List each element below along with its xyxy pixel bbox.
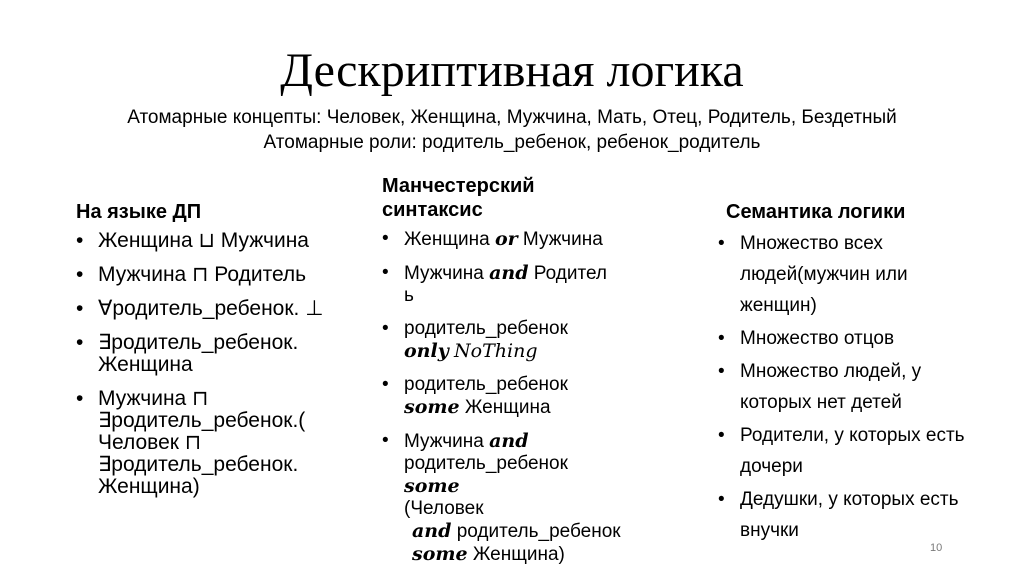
- item-text: Мужчина: [517, 229, 603, 250]
- list-item: • ∀родитель_ребенок. ⊥: [76, 298, 358, 320]
- list-item: [382, 374, 682, 419]
- list-item: • Женщина ⊔ Мужчина: [76, 230, 376, 252]
- item-text: родитель_ребенок: [404, 318, 568, 339]
- item-text: Женщина: [404, 229, 495, 250]
- semantics-list: [718, 228, 988, 546]
- item-text: Родител: [528, 263, 608, 284]
- manchester-syntax-column: [382, 174, 682, 577]
- dl-notation-list: [76, 230, 376, 498]
- list-item: • Мужчина ⊓ ∃родитель_ребенок.( Человек ⊓ ∃родитель_ребенок. Женщина): [76, 388, 358, 498]
- keyword-only: only: [404, 340, 449, 362]
- keyword-or: or: [494, 228, 518, 250]
- item-text: родитель_ребенок: [404, 374, 568, 395]
- atomic-concepts-line: Атомарные концепты: Человек, Женщина, Мужчина, Мать, Отец, Родитель, Бездетный: [127, 107, 897, 128]
- list-item: • Родители, у которых есть дочери: [718, 420, 988, 482]
- item-text: родитель_ребенок: [404, 453, 568, 474]
- keyword-and: and: [489, 262, 529, 284]
- keyword-and: and: [412, 520, 452, 542]
- manchester-list: [382, 228, 682, 566]
- list-item: [382, 318, 682, 363]
- item-text: Мужчина: [404, 431, 490, 452]
- list-item: [382, 430, 682, 566]
- manchester-heading-line2: синтаксис: [382, 199, 483, 221]
- item-text: родитель_ребенок: [451, 521, 621, 542]
- manchester-heading: [382, 174, 682, 222]
- dl-notation-column: [76, 200, 376, 510]
- item-text: Женщина: [459, 397, 551, 418]
- item-text: ь: [404, 285, 414, 306]
- list-item: • Мужчина ⊓ Родитель: [76, 264, 376, 286]
- list-item: [382, 262, 682, 307]
- list-item: • Множество отцов: [718, 323, 988, 354]
- page-number: 10: [930, 542, 943, 554]
- list-item: [382, 228, 682, 251]
- list-item: • Множество всех людей(мужчин или женщин): [718, 228, 988, 321]
- semantics-column: [718, 200, 988, 548]
- atomic-roles-line: Атомарные роли: родитель_ребенок, ребенок_родитель: [263, 132, 761, 153]
- keyword-some: some: [412, 543, 468, 565]
- item-text: Женщина): [467, 544, 565, 565]
- semantics-heading: Семантика логики: [726, 201, 906, 223]
- keyword-and: and: [489, 430, 529, 452]
- keyword-some: some: [404, 396, 460, 418]
- list-item: • Множество людей, у которых нет детей: [718, 356, 988, 418]
- keyword-some: some: [404, 475, 460, 497]
- list-item: • ∃родитель_ребенок. Женщина: [76, 332, 358, 376]
- dl-notation-heading: На языке ДП: [76, 201, 202, 223]
- list-item: • Дедушки, у которых есть внучки: [718, 484, 988, 546]
- slide-title: Дескриптивная логика: [280, 44, 744, 97]
- item-text: Мужчина: [404, 263, 490, 284]
- item-text: (Человек: [404, 498, 484, 519]
- manchester-heading-line1: Манчестерский: [382, 175, 535, 197]
- keyword-nothing: NoThing: [454, 340, 538, 362]
